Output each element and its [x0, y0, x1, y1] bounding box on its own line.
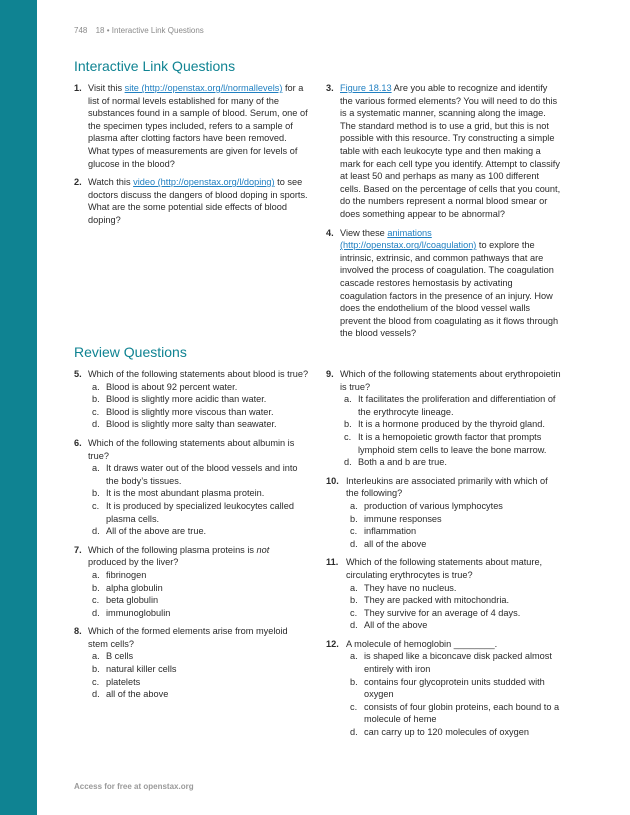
- question-10: 10. Interleukins are associated primarily with which of the following? a. production of various lymphocytes b. immune responses c. inflammation d. all of the above: [326, 475, 562, 551]
- doping-video-link[interactable]: video (http://openstax.org/l/doping): [133, 177, 275, 188]
- option-b: b. Blood is slightly more acidic than water.: [92, 394, 267, 405]
- option-b: b. alpha globulin: [92, 582, 163, 593]
- option-c: c. beta globulin: [92, 595, 159, 606]
- option-a: a. production of various lymphocytes: [350, 500, 503, 511]
- option-a: a. They have no nucleus.: [350, 582, 457, 593]
- question-2: 2. Watch this video (http://openstax.org/l/doping) to see doctors discuss the dangers of blood doping in sports. What are the some potential side effects of blood doping?: [74, 177, 308, 225]
- question-6: 6. Which of the following statements about albumin is true? a. It draws water out of the blood vessels and into the body’s tissues. b. It is the most abundant plasma protein. c. It is produced by specialized leukocytes called plasma cells. d. All of the above are true.: [74, 437, 310, 538]
- option-d: d. all of the above: [350, 538, 427, 549]
- review-left-column: [74, 368, 310, 707]
- chapter-label: 18 • Interactive Link Questions: [95, 26, 204, 35]
- option-a: a. B cells: [92, 651, 134, 662]
- option-b: b. natural killer cells: [92, 664, 177, 675]
- normal-levels-link[interactable]: site (http://openstax.org/l/normallevels): [124, 83, 283, 93]
- option-b: b. It is the most abundant plasma protein.: [92, 488, 265, 499]
- question-7: 7. Which of the following plasma proteins is not produced by the liver? a. fibrinogen b. alpha globulin c. beta globulin d. immunoglobulin: [74, 544, 310, 620]
- option-b: b. contains four glycoprotein units studded with oxygen: [350, 676, 545, 700]
- option-d: d. all of the above: [92, 689, 169, 700]
- option-c: c. consists of four globin proteins, each bound to a molecule of heme: [350, 701, 560, 725]
- option-c: c. They survive for an average of 4 days.: [350, 607, 521, 618]
- page-number: 748: [74, 26, 88, 35]
- option-d: d. Both a and b are true.: [344, 457, 447, 468]
- option-a: a. fibrinogen: [92, 569, 147, 580]
- option-a: a. is shaped like a biconcave disk packed almost entirely with iron: [350, 651, 552, 675]
- question-5: 5. Which of the following statements about blood is true? a. Blood is about 92 percent water. b. Blood is slightly more acidic than water. c. Blood is slightly more viscous than water. d. Blood is slightly more salty than seawater.: [74, 369, 309, 430]
- question-9: 9. Which of the following statements about erythropoietin is true? a. It facilitates the proliferation and differentiation of the erythrocyte lineage. b. It is a hormone produced by the thyroid gland. c. It is a hemopoietic growth factor that prompts lymphoid stem cells to leave the bone marrow. d. Both a and b are true.: [326, 369, 561, 468]
- option-d: d. All of the above: [350, 620, 428, 631]
- question-3: 3. Figure 18.13 Are you able to recognize and identify the various formed elements? You will need to do this is a systematic manner, scanning along the image. The standard method is to use a grid, but this is not possible with this resource. Try constructing a simple table with each leukocyte type and then making a mark for each cell type you identify. Attempt to classify at least 50 and perhaps as many as 100 different cells. Based on the percentage of cells that you count, do the numbers represent a normal blood smear or does something appear to be abnormal?: [326, 83, 561, 219]
- question-4: 4. View these animations (http://openstax.org/l/coagulation) to explore the intrinsic, extrinsic, and common pathways that are involved the process of coagulation. The coagulation cascade restores hemostasis by activating coagulation factors in the presence of an injury. How does the endothelium of the blood vessel walls prevent the blood from coagulating as it flows through the blood vessels?: [326, 227, 559, 339]
- option-b: b. They are packed with mitochondria.: [350, 595, 510, 606]
- option-d: d. can carry up to 120 molecules of oxygen: [350, 727, 529, 738]
- interactive-left-column: [74, 82, 310, 233]
- option-d: d. All of the above are true.: [92, 526, 207, 537]
- figure-link[interactable]: Figure 18.13: [340, 83, 392, 93]
- option-c: c. Blood is slightly more viscous than water.: [92, 406, 274, 417]
- interactive-right-column: [326, 82, 562, 346]
- option-a: a. Blood is about 92 percent water.: [92, 381, 238, 392]
- option-a: a. It facilitates the proliferation and differentiation of the erythrocyte lineage.: [344, 394, 556, 417]
- sidebar-band: [0, 0, 37, 815]
- coagulation-animations-link[interactable]: animations (http://openstax.org/l/coagulation): [340, 227, 477, 251]
- question-12: 12. A molecule of hemoglobin ________. a. is shaped like a biconcave disk packed almost entirely with iron b. contains four glycoprotein units studded with oxygen c. consists of four globin proteins, each bound to a molecule of heme d. can carry up to 120 molecules of oxygen: [326, 638, 562, 739]
- page-footer: Access for free at openstax.org: [74, 782, 194, 791]
- question-11: 11. Which of the following statements about mature, circulating erythrocytes is true? a. They have no nucleus. b. They are packed with mitochondria. c. They survive for an average of 4 days. d. All of the above: [326, 556, 562, 632]
- question-8: 8. Which of the formed elements arise from myeloid stem cells? a. B cells b. natural killer cells c. platelets d. all of the above: [74, 625, 310, 701]
- running-header: [74, 26, 210, 35]
- option-c: c. inflammation: [350, 526, 417, 537]
- interactive-link-title: Interactive Link Questions: [74, 58, 236, 74]
- question-1: 1. Visit this site (http://openstax.org/l/normallevels) for a list of normal levels established for many of the substances found in a sample of blood. Serum, one of the specimen types included, refers to a sample of plasma after clotting factors have been removed. What types of measurements are given for levels of glucose in the blood?: [74, 83, 308, 169]
- option-c: c. platelets: [92, 676, 141, 687]
- option-c: c. It is a hemopoietic growth factor that prompts lymphoid stem cells to leave the bone marrow.: [344, 431, 547, 455]
- option-b: b. immune responses: [350, 513, 442, 524]
- review-right-column: [326, 368, 562, 745]
- option-d: d. immunoglobulin: [92, 607, 171, 618]
- option-d: d. Blood is slightly more salty than seawater.: [92, 419, 277, 430]
- option-c: c. It is produced by specialized leukocytes called plasma cells.: [92, 500, 294, 524]
- option-b: b. It is a hormone produced by the thyroid gland.: [344, 419, 545, 430]
- review-questions-title: Review Questions: [74, 344, 187, 360]
- option-a: a. It draws water out of the blood vessels and into the body’s tissues.: [92, 463, 298, 486]
